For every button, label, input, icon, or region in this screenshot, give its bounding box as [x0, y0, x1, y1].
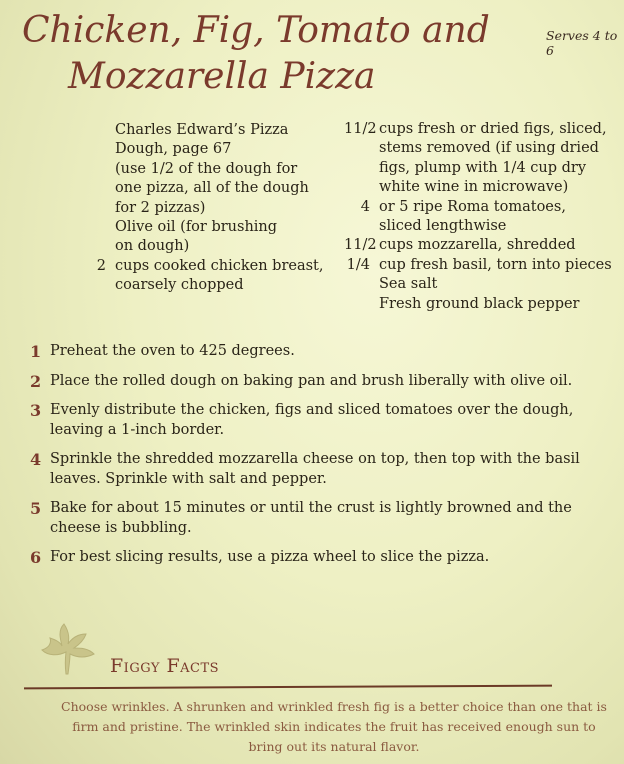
- step-number: 5: [30, 499, 42, 518]
- step-item: [30, 342, 620, 362]
- ingredient-qty: 11/2: [344, 237, 377, 254]
- recipe-title-line1: Chicken, Fig, Tomato and: [22, 10, 490, 51]
- ingredient-row: [344, 275, 624, 294]
- ingredient-qty: [80, 179, 106, 198]
- ingredient-text: Sea salt: [379, 276, 438, 293]
- ingredient-text: stems removed (if using dried: [379, 140, 599, 157]
- ingredient-text: cups fresh or dried figs, sliced,: [379, 121, 607, 137]
- serves-label: Serves 4 to 6: [546, 28, 618, 58]
- step-text: Sprinkle the shredded mozzarella cheese on top, then top with the basil leaves. Sprinkle with salt and pepper.: [50, 451, 580, 487]
- divider: [24, 685, 552, 690]
- ingredient-row: [344, 178, 624, 197]
- ingredient-qty: [344, 217, 370, 236]
- step-text: Evenly distribute the chicken, figs and sliced tomatoes over the dough, leaving a 1-inch border.: [50, 402, 574, 438]
- ingredient-qty: [80, 199, 106, 218]
- ingredient-row: [80, 179, 340, 198]
- step-item: [30, 450, 620, 489]
- ingredient-text: white wine in microwave): [379, 179, 569, 196]
- ingredient-text: Fresh ground black pepper: [379, 295, 580, 312]
- ingredient-qty: [344, 178, 370, 197]
- step-number: 2: [30, 371, 42, 391]
- ingredient-text: Dough, page 67: [115, 141, 232, 158]
- ingredient-row: [80, 257, 340, 276]
- ingredient-row: [344, 217, 624, 236]
- ingredient-qty: [344, 295, 370, 314]
- ingredient-qty: [344, 139, 370, 158]
- ingredient-row: [80, 160, 340, 179]
- step-text: Place the rolled dough on baking pan and brush liberally with olive oil.: [50, 372, 573, 389]
- step-number: 4: [30, 450, 42, 469]
- step-item: [30, 401, 620, 440]
- ingredient-row: [344, 295, 624, 314]
- ingredient-row: [344, 159, 624, 178]
- ingredient-qty: 11/2: [344, 121, 377, 137]
- ingredient-text: cups cooked chicken breast,: [115, 257, 324, 274]
- ingredients-left: [80, 121, 340, 296]
- step-item: [30, 499, 620, 538]
- ingredient-row: [80, 121, 340, 140]
- step-text: Preheat the oven to 425 degrees.: [50, 343, 295, 359]
- ingredient-text: sliced lengthwise: [379, 218, 507, 235]
- instructions: [30, 342, 620, 568]
- ingredient-row: [344, 139, 624, 158]
- ingredient-row: [80, 199, 340, 218]
- recipe-title: [22, 8, 490, 100]
- step-text: Bake for about 15 minutes or until the crust is lightly browned and the cheese is bubbling.: [50, 500, 572, 536]
- ingredient-row: [80, 218, 340, 237]
- ingredients-right: [344, 120, 624, 314]
- ingredient-row: [80, 140, 340, 159]
- ingredient-text: (use 1/2 of the dough for: [115, 160, 298, 177]
- ingredient-qty: 1/4: [346, 256, 370, 273]
- step-number: 3: [30, 401, 42, 420]
- step-number: 6: [30, 548, 42, 567]
- ingredient-qty: [344, 159, 370, 178]
- facts-title: Figgy Facts: [110, 655, 220, 677]
- step-number: 1: [30, 342, 42, 361]
- ingredient-text: cup fresh basil, torn into pieces: [379, 256, 612, 273]
- ingredient-row: [80, 276, 340, 295]
- ingredient-qty: 2: [96, 257, 106, 274]
- ingredient-text: or 5 ripe Roma tomatoes,: [379, 198, 566, 215]
- ingredient-qty: [80, 237, 106, 256]
- ingredient-text: for 2 pizzas): [115, 199, 206, 216]
- ingredient-qty: [80, 218, 106, 237]
- step-text: For best slicing results, use a pizza wheel to slice the pizza.: [50, 549, 490, 565]
- ingredient-text: cups mozzarella, shredded: [379, 237, 576, 254]
- ingredient-qty: [80, 140, 106, 159]
- ingredient-qty: [344, 275, 370, 294]
- fig-leaf-icon: [38, 622, 96, 678]
- ingredient-row: [344, 236, 624, 255]
- ingredient-text: Olive oil (for brushing: [115, 219, 278, 236]
- ingredient-text: one pizza, all of the dough: [115, 180, 309, 197]
- ingredient-row: [344, 256, 624, 275]
- ingredient-text: figs, plump with 1/4 cup dry: [379, 159, 587, 176]
- recipe-title-line2: Mozzarella Pizza: [68, 56, 376, 97]
- ingredient-qty: [80, 121, 106, 140]
- ingredient-text: on dough): [115, 238, 190, 255]
- ingredient-row: [80, 237, 340, 256]
- ingredient-row: [344, 120, 624, 139]
- ingredient-qty: 4: [360, 198, 370, 215]
- ingredient-qty: [80, 160, 106, 179]
- ingredient-text: coarsely chopped: [115, 277, 244, 294]
- step-item: [30, 372, 620, 392]
- facts-body: Choose wrinkles. A shrunken and wrinkled fresh fig is a better choice than one that is firm and pristine. The wrinkled skin indicates the fruit has received enough sun to bring out its natural flavor.: [61, 699, 607, 754]
- ingredient-row: [344, 198, 624, 217]
- step-item: [30, 548, 620, 568]
- ingredient-qty: [80, 276, 106, 295]
- ingredient-text: Charles Edward’s Pizza: [115, 122, 289, 138]
